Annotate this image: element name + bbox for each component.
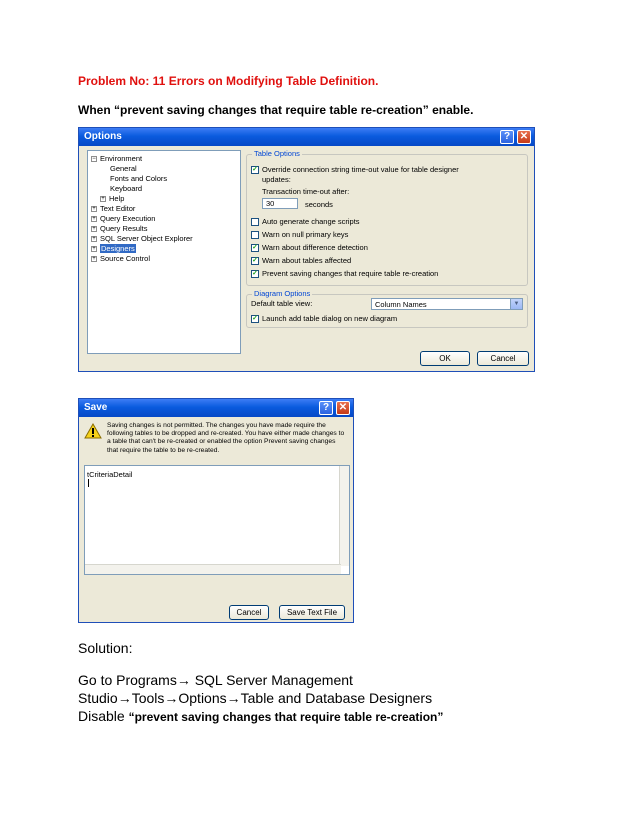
- collapse-icon[interactable]: −: [92, 155, 96, 162]
- checkbox-box[interactable]: ✓: [252, 243, 258, 251]
- tree-item-query-results[interactable]: [91, 224, 148, 233]
- tree-item-label: Designers: [101, 244, 135, 253]
- warn-null-keys-checkbox[interactable]: [251, 230, 348, 239]
- help-button[interactable]: ?: [319, 401, 333, 415]
- expand-icon[interactable]: +: [92, 215, 96, 222]
- tree-item-label: Environment: [100, 154, 143, 163]
- close-button[interactable]: ✕: [336, 401, 350, 415]
- tree-item-designers[interactable]: [91, 244, 136, 253]
- options-dialog: [78, 127, 535, 372]
- close-button[interactable]: ✕: [517, 130, 531, 144]
- affected-tables-list[interactable]: [84, 465, 350, 575]
- checkbox-box[interactable]: ✓: [252, 269, 258, 277]
- timeout-label: Transaction time-out after:: [262, 187, 350, 196]
- tree-item-query-execution[interactable]: [91, 214, 155, 223]
- tree-item-fonts-and-colors[interactable]: [110, 174, 167, 183]
- checkbox-label: Launch add table dialog on new diagram: [262, 314, 398, 323]
- save-message: [107, 422, 344, 455]
- ok-button[interactable]: OK: [420, 351, 470, 366]
- tree-item-label: SQL Server Object Explorer: [100, 234, 193, 243]
- save-message-line: that require the table to be re-created.: [107, 446, 220, 454]
- diagram-options-legend: Diagram Options: [254, 289, 311, 298]
- launch-add-table-checkbox[interactable]: [251, 314, 397, 323]
- tree-item-label: Query Execution: [100, 214, 156, 223]
- checkbox-box[interactable]: ✓: [252, 256, 258, 264]
- tree-item-keyboard[interactable]: [110, 184, 142, 193]
- list-item[interactable]: tCriteriaDetail: [87, 470, 133, 479]
- solution-step-1: Go to Programs→ SQL Server Management: [78, 672, 353, 688]
- expand-icon[interactable]: +: [92, 205, 96, 212]
- default-view-label: Default table view:: [251, 299, 313, 308]
- problem-condition: When “prevent saving changes that require table re-creation” enable.: [78, 103, 474, 117]
- warning-icon: [84, 423, 102, 439]
- disable-option-name: “prevent saving changes that require table re-creation”: [128, 710, 444, 724]
- diagram-options-group: [246, 289, 528, 328]
- timeout-unit: seconds: [305, 200, 333, 209]
- tree-item-help[interactable]: [100, 194, 124, 203]
- table-options-legend: Table Options: [254, 149, 300, 158]
- expand-icon[interactable]: +: [92, 225, 96, 232]
- tree-item-label: Text Editor: [100, 204, 136, 213]
- checkbox-label: Warn on null primary keys: [262, 230, 349, 239]
- save-dialog: [78, 398, 354, 623]
- expand-icon[interactable]: +: [92, 245, 96, 252]
- checkbox-box[interactable]: ✓: [252, 314, 258, 322]
- tree-item-label: Keyboard: [110, 184, 143, 193]
- expand-icon[interactable]: +: [92, 255, 96, 262]
- tree-item-object-explorer[interactable]: [91, 234, 193, 243]
- text-cursor: [88, 479, 89, 487]
- solution-step-2: Studio→Tools→Options→Table and Database Designers: [78, 690, 433, 706]
- chevron-down-icon[interactable]: ▼: [510, 299, 522, 309]
- expand-icon[interactable]: +: [92, 235, 96, 242]
- checkbox-label: Warn about tables affected: [262, 256, 352, 265]
- tree-item-environment[interactable]: [91, 154, 142, 163]
- tree-item-label: Help: [109, 194, 125, 203]
- tree-item-label: Query Results: [100, 224, 148, 233]
- override-timeout-checkbox[interactable]: [251, 165, 459, 174]
- checkbox-box[interactable]: [251, 218, 259, 226]
- auto-generate-checkbox[interactable]: [251, 217, 360, 226]
- checkbox-box[interactable]: [251, 231, 259, 239]
- prevent-saving-checkbox[interactable]: [251, 269, 438, 278]
- warn-difference-checkbox[interactable]: [251, 243, 368, 252]
- save-title-bar: [79, 399, 353, 417]
- checkbox-label: Warn about difference detection: [262, 243, 368, 252]
- disable-word: Disable: [78, 708, 129, 724]
- save-text-file-button[interactable]: Save Text File: [279, 605, 345, 620]
- problem-title: Problem No: 11 Errors on Modifying Table Definition.: [78, 74, 379, 88]
- save-message-line: following tables to be dropped and re-created. You have either made changes to: [107, 430, 345, 438]
- tree-item-text-editor[interactable]: [91, 204, 135, 213]
- checkbox-label: Auto generate change scripts: [262, 217, 360, 226]
- solution-heading: Solution:: [78, 640, 133, 656]
- tree-item-label: General: [110, 164, 137, 173]
- tree-item-source-control[interactable]: [91, 254, 150, 263]
- tree-item-general[interactable]: [110, 164, 137, 173]
- expand-icon[interactable]: +: [101, 195, 105, 202]
- options-title-bar: [79, 128, 534, 146]
- timeout-input[interactable]: 30: [262, 198, 298, 209]
- cancel-button[interactable]: Cancel: [477, 351, 529, 366]
- checkbox-box[interactable]: ✓: [252, 165, 258, 173]
- save-title: Save: [84, 402, 108, 413]
- default-view-value: Column Names: [375, 300, 427, 309]
- options-title: Options: [84, 131, 122, 142]
- checkbox-label: Prevent saving changes that require table re-creation: [262, 269, 439, 278]
- table-options-group: [246, 149, 528, 286]
- solution-step-3: [78, 708, 443, 724]
- help-button[interactable]: ?: [500, 130, 514, 144]
- save-message-line: Saving changes is not permitted. The changes you have made require the: [107, 422, 326, 429]
- tree-item-label: Source Control: [100, 254, 151, 263]
- warn-tables-affected-checkbox[interactable]: [251, 256, 351, 265]
- horizontal-scrollbar[interactable]: [85, 564, 341, 574]
- tree-item-label: Fonts and Colors: [110, 174, 168, 183]
- override-label: Override connection string time-out value for table designer: [262, 165, 459, 174]
- options-tree: [87, 150, 241, 354]
- override-label-continued: updates:: [262, 175, 291, 184]
- vertical-scrollbar[interactable]: [339, 466, 349, 566]
- cancel-button[interactable]: Cancel: [229, 605, 269, 620]
- save-message-line: a table that can't be re-created or enabled the option Prevent saving changes: [107, 438, 336, 446]
- default-view-select[interactable]: [371, 298, 523, 310]
